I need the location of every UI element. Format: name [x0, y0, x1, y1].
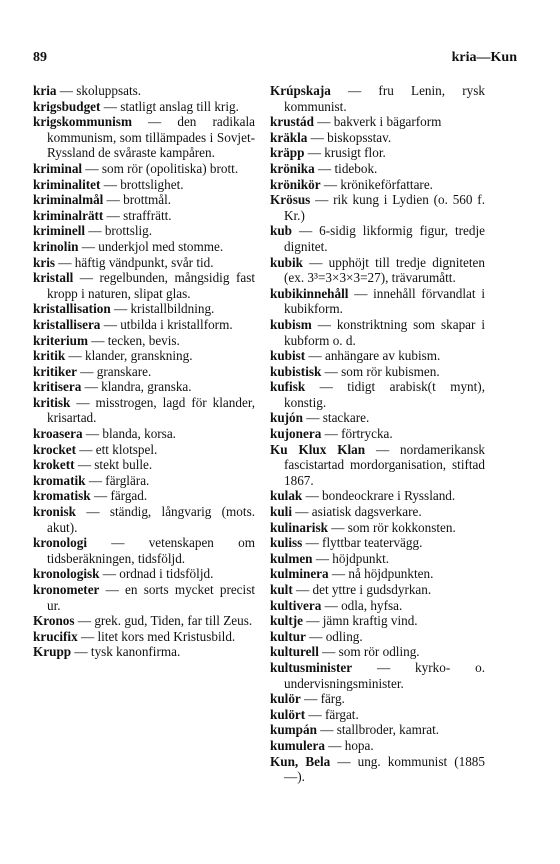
entry-headword: kris: [33, 254, 55, 270]
entry-headword: kristallisation: [33, 301, 111, 317]
entry-definition: — förtrycka.: [321, 426, 393, 442]
dictionary-entry: [33, 535, 255, 566]
entry-headword: krönika: [270, 160, 315, 176]
entry-headword: kubikinnehåll: [270, 285, 349, 301]
dictionary-entry: [270, 145, 485, 161]
dictionary-entry: [270, 754, 485, 785]
entry-headword: kronologisk: [33, 566, 100, 582]
entry-headword: kumpán: [270, 722, 317, 738]
entry-headword: kritiker: [33, 363, 77, 379]
entry-headword: kriminal: [33, 160, 83, 176]
entry-definition: — misstrogen, lagd för klander, krisartad.: [47, 394, 255, 426]
entry-definition: — 6-sidig likformig figur, tredje dignitet.: [284, 223, 485, 254]
entry-headword: kulör: [270, 691, 301, 707]
entry-definition: — flyttbar teatervägg.: [302, 535, 423, 551]
entry-headword: kubist: [270, 348, 306, 364]
entry-headword: Kronos: [33, 613, 75, 629]
entry-headword: krönikör: [270, 176, 321, 192]
entry-definition: — nordamerikansk fascistartad mordorganisation, stiftad 1867.: [284, 441, 485, 488]
entry-headword: krocket: [33, 441, 76, 457]
entry-definition: — tysk kanonfirma.: [71, 644, 181, 660]
entry-definition: — underkjol med stomme.: [78, 238, 224, 254]
dictionary-entry: [270, 364, 485, 380]
dictionary-entry: [270, 535, 485, 551]
dictionary-entry: [33, 473, 255, 489]
dictionary-entry: [270, 442, 485, 489]
entry-definition: — granskare.: [76, 363, 152, 379]
dictionary-entry: [33, 99, 255, 115]
entry-definition: — kyrko- o. undervisningsminister.: [284, 659, 485, 691]
entry-headword: kriminell: [33, 223, 86, 239]
dictionary-entry: [270, 317, 485, 348]
dictionary-entry: [33, 629, 255, 645]
entry-definition: — krönikeförfattare.: [320, 176, 433, 192]
entry-definition: — stekt bulle.: [74, 457, 153, 473]
dictionary-entry: [33, 364, 255, 380]
entry-definition: — jämn kraftig vind.: [302, 613, 418, 629]
dictionary-entry: [270, 83, 485, 114]
entry-definition: — innehåll förvandlat i kubikform.: [284, 285, 485, 317]
dictionary-entry: [33, 223, 255, 239]
entry-headword: kräpp: [270, 145, 305, 161]
dictionary-entry: [33, 208, 255, 224]
dictionary-entry: [33, 161, 255, 177]
entry-definition: — rik kung i Lydien (o. 560 f. Kr.): [284, 192, 485, 223]
dictionary-entry: [33, 442, 255, 458]
dictionary-entry: [270, 114, 485, 130]
dictionary-entry: [33, 270, 255, 301]
dictionary-entry: [270, 286, 485, 317]
dictionary-entry: [33, 582, 255, 613]
dictionary-entry: [33, 348, 255, 364]
entry-headword: kromatisk: [33, 488, 91, 504]
entry-headword: kulinarisk: [270, 519, 328, 535]
entry-definition: — utbilda i kristallform.: [100, 316, 233, 332]
entry-headword: krigskommunism: [33, 114, 132, 130]
entry-definition: — grek. gud, Tiden, far till Zeus.: [74, 613, 253, 629]
dictionary-entry: [270, 660, 485, 691]
entry-definition: — färglära.: [85, 472, 150, 488]
entry-definition: — färgat.: [305, 706, 359, 722]
right-column: [270, 83, 485, 785]
dictionary-entry: [270, 566, 485, 582]
entry-headword: kuli: [270, 504, 292, 520]
entry-definition: — stallbroder, kamrat.: [316, 722, 440, 738]
entry-definition: — klandra, granska.: [81, 379, 192, 395]
entry-definition: — häftig vändpunkt, svår tid.: [54, 254, 214, 270]
entry-definition: — statligt anslag till krig.: [100, 98, 239, 114]
entry-headword: kuliss: [270, 535, 303, 551]
dictionary-entry: [270, 177, 485, 193]
dictionary-entry: [33, 333, 255, 349]
entry-headword: kritisera: [33, 379, 82, 395]
entry-definition: — regelbunden, mångsidig fast kropp i naturen, slipat glas.: [47, 270, 255, 301]
entry-headword: kronologi: [33, 535, 87, 551]
entry-definition: — odling.: [305, 628, 363, 644]
entry-headword: kujón: [270, 410, 303, 426]
entry-definition: — höjdpunkt.: [312, 550, 390, 566]
entry-definition: — stackare.: [303, 410, 370, 426]
entry-headword: Ku Klux Klan: [270, 441, 366, 457]
entry-definition: — upphöjt till tredje digniteten (ex. 3³=3×3×3=27), trävarumått.: [284, 254, 485, 286]
entry-definition: — tidebok.: [314, 160, 378, 176]
dictionary-entry: [33, 395, 255, 426]
dictionary-entry: [270, 613, 485, 629]
entry-headword: krinolin: [33, 238, 79, 254]
entry-headword: Kun, Bela: [270, 753, 331, 769]
dictionary-entry: [270, 707, 485, 723]
entry-headword: kronometer: [33, 582, 100, 597]
entry-headword: kufisk: [270, 379, 306, 395]
dictionary-entry: [33, 114, 255, 161]
entry-headword: kult: [270, 582, 293, 597]
entry-definition: — tidigt arabisk(t mynt), konstig.: [284, 379, 485, 410]
entry-definition: — ung. kommunist (1885—).: [284, 753, 485, 785]
dictionary-entry: [270, 551, 485, 567]
entry-headword: krucifix: [33, 628, 78, 644]
dictionary-entry: [270, 738, 485, 754]
entry-definition: — en sorts mycket precist ur.: [47, 582, 255, 613]
entry-definition: — straffrätt.: [103, 207, 172, 223]
left-column: [33, 83, 255, 660]
entry-definition: — nå höjdpunkten.: [328, 566, 434, 582]
entry-headword: kria: [33, 83, 57, 98]
dictionary-entry: [270, 223, 485, 254]
dictionary-entry: [270, 426, 485, 442]
entry-headword: kultje: [270, 613, 303, 629]
entry-definition: — krusigt flor.: [304, 145, 386, 161]
entry-definition: — odla, hyfsa.: [321, 597, 403, 613]
entry-definition: — det yttre i gudsdyrkan.: [292, 582, 432, 597]
entry-headword: kulminera: [270, 566, 329, 582]
entry-headword: kriminalitet: [33, 176, 101, 192]
dictionary-entry: [270, 691, 485, 707]
running-head: kria—Kun: [451, 50, 517, 65]
entry-definition: — kristallbildning.: [110, 301, 215, 317]
dictionary-entry: [270, 582, 485, 598]
entry-definition: — tecken, bevis.: [87, 332, 180, 348]
dictionary-entry: [33, 255, 255, 271]
entry-definition: — den radikala kommunism, som tillämpades i Sovjet-Ryssland de svåraste kampåren.: [47, 114, 255, 161]
dictionary-entry: [33, 301, 255, 317]
entry-headword: kräkla: [270, 129, 308, 145]
entry-headword: kristallisera: [33, 316, 101, 332]
entry-headword: kulak: [270, 488, 303, 504]
entry-headword: kultivera: [270, 597, 322, 613]
entry-definition: — asiatisk dagsverkare.: [292, 504, 422, 520]
entry-definition: — färg.: [300, 691, 345, 707]
entry-headword: kriminalrätt: [33, 207, 104, 223]
entry-definition: — klander, granskning.: [65, 348, 193, 364]
dictionary-entry: [33, 317, 255, 333]
entry-headword: kritik: [33, 348, 66, 364]
entry-headword: kromatik: [33, 472, 86, 488]
dictionary-entry: [270, 520, 485, 536]
entry-definition: — ett klotspel.: [75, 441, 158, 457]
entry-headword: kumulera: [270, 737, 325, 753]
entry-definition: — hopa.: [324, 737, 374, 753]
dictionary-entry: [270, 410, 485, 426]
dictionary-entry: [33, 192, 255, 208]
dictionary-entry: [33, 83, 255, 99]
dictionary-entry: [33, 504, 255, 535]
entry-headword: krustád: [270, 114, 314, 130]
entry-headword: kub: [270, 223, 293, 239]
entry-definition: — som rör odling.: [318, 644, 420, 660]
entry-headword: kulört: [270, 706, 306, 722]
dictionary-entry: [33, 426, 255, 442]
dictionary-entry: [270, 722, 485, 738]
entry-headword: Krupp: [33, 644, 72, 660]
dictionary-entry: [270, 348, 485, 364]
dictionary-entry: [270, 255, 485, 286]
entry-headword: Krösus: [270, 192, 311, 208]
dictionary-entry: [33, 613, 255, 629]
entry-headword: kubism: [270, 316, 312, 332]
entry-definition: — färgad.: [90, 488, 148, 504]
page-number: 89: [33, 50, 47, 65]
dictionary-entry: [33, 379, 255, 395]
dictionary-entry: [270, 192, 485, 223]
entry-definition: — bakverk i bägarform: [313, 114, 442, 130]
entry-headword: Krúpskaja: [270, 83, 331, 98]
entry-headword: kubistisk: [270, 363, 322, 379]
entry-definition: — blanda, korsa.: [82, 426, 176, 442]
entry-definition: — bondeockrare i Ryssland.: [302, 488, 456, 504]
entry-definition: — som rör (opolitiska) brott.: [82, 160, 239, 176]
entry-headword: kultur: [270, 628, 306, 644]
entry-definition: — litet kors med Kristusbild.: [77, 628, 236, 644]
entry-definition: — som rör kokkonsten.: [327, 519, 456, 535]
dictionary-entry: [270, 629, 485, 645]
dictionary-entry: [33, 566, 255, 582]
dictionary-entry: [33, 644, 255, 660]
entry-headword: kujonera: [270, 426, 322, 442]
entry-definition: — vetenskapen om tidsberäkningen, tidsföljd.: [47, 535, 255, 566]
dictionary-entry: [270, 504, 485, 520]
entry-definition: — brottmål.: [103, 192, 172, 208]
dictionary-entry: [33, 177, 255, 193]
entry-definition: — konstriktning som skapar i kubform o. d.: [284, 316, 485, 348]
entry-definition: — brottslighet.: [100, 176, 184, 192]
entry-definition: — anhängare av kubism.: [305, 348, 441, 364]
entry-headword: krokett: [33, 457, 75, 473]
dictionary-entry: [270, 488, 485, 504]
entry-definition: — brottslig.: [85, 223, 153, 239]
entry-headword: kubik: [270, 254, 304, 270]
entry-headword: kroasera: [33, 426, 83, 442]
entry-headword: kulmen: [270, 550, 313, 566]
entry-headword: kriterium: [33, 332, 88, 348]
dictionary-entry: [270, 161, 485, 177]
dictionary-entry: [33, 488, 255, 504]
dictionary-entry: [270, 130, 485, 146]
entry-definition: — skoluppsats.: [56, 83, 142, 98]
dictionary-entry: [270, 598, 485, 614]
entry-headword: kronisk: [33, 504, 77, 520]
entry-headword: kriminalmål: [33, 192, 104, 208]
entry-definition: — som rör kubismen.: [321, 363, 440, 379]
entry-headword: kritisk: [33, 394, 71, 410]
entry-definition: — fru Lenin, rysk kommunist.: [284, 83, 485, 114]
entry-headword: kulturell: [270, 644, 319, 660]
entry-definition: — ordnad i tidsföljd.: [99, 566, 214, 582]
entry-definition: — ständig, långvarig (mots. akut).: [47, 504, 255, 535]
dictionary-entry: [33, 457, 255, 473]
dictionary-entry: [270, 379, 485, 410]
entry-headword: kristall: [33, 270, 74, 286]
entry-headword: krigsbudget: [33, 98, 101, 114]
entry-definition: — biskopsstav.: [307, 129, 392, 145]
dictionary-entry: [33, 239, 255, 255]
entry-headword: kultusminister: [270, 659, 353, 675]
dictionary-entry: [270, 644, 485, 660]
